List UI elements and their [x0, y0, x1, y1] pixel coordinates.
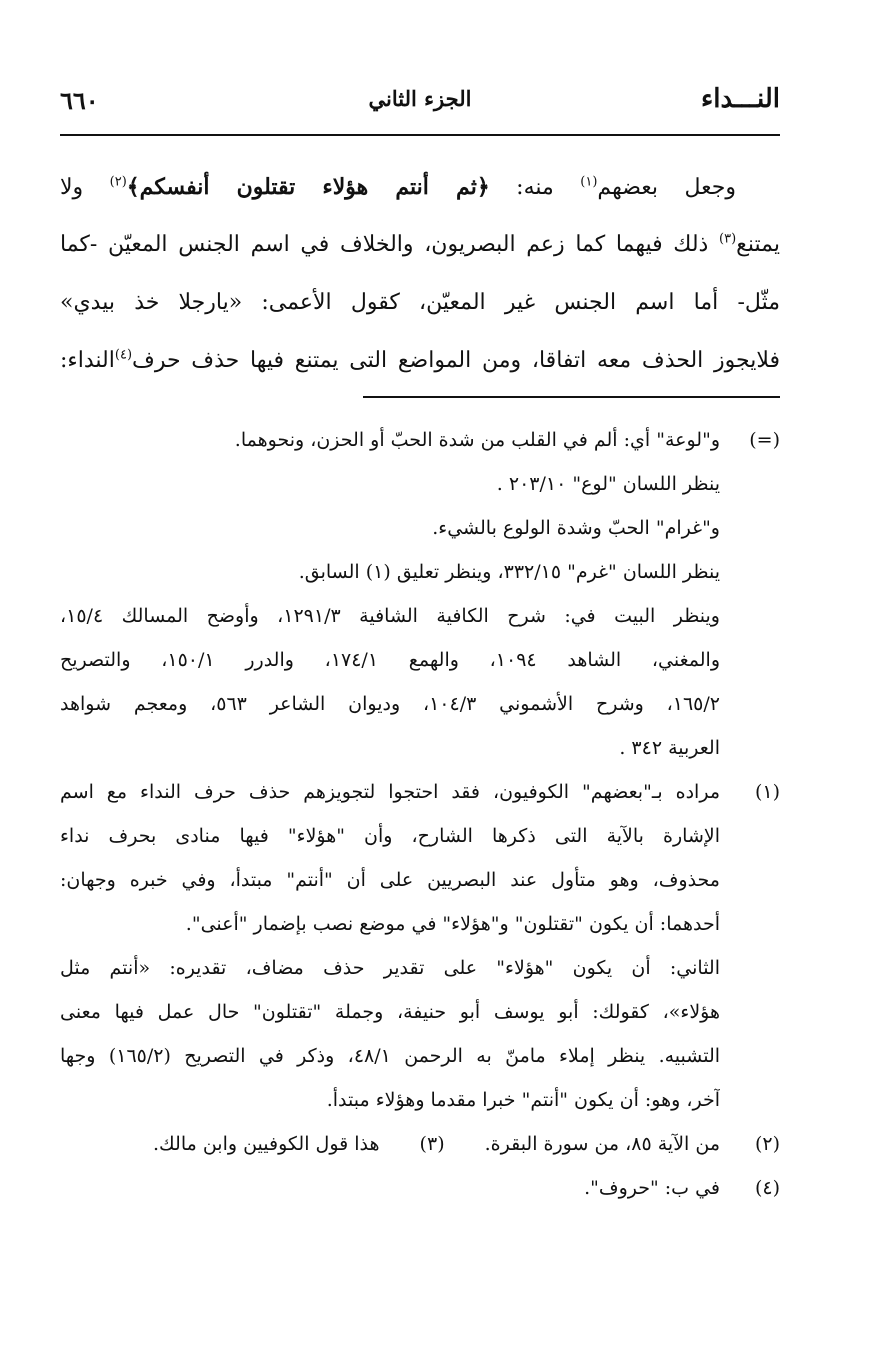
footnote-number: (٣)	[419, 1133, 445, 1155]
header-rule	[60, 134, 780, 136]
text-run: النداء:	[60, 348, 115, 373]
footnote-line: مراده بـ"بعضهم" الكوفيون، فقد احتجوا لتجويزهم حذف حرف النداء مع اسم	[60, 781, 720, 803]
text-run: فلايجوز الحذف معه اتفاقا، ومن المواضع التى يمتنع فيها حذف حرف	[132, 348, 780, 373]
text-run: ذلك فيهما كما زعم البصريون، والخلاف في اسم الجنس المعيّن -كما	[60, 232, 720, 257]
footnote-number: (١)	[754, 781, 780, 803]
footnote-line: ينظر اللسان "غرم" ٣٣٢/١٥، وينظر تعليق (١) السابق.	[298, 561, 720, 583]
footnote-line: أحدهما: أن يكون "تقتلون" و"هؤلاء" في موضع نصب بإضمار "أعنى".	[185, 913, 720, 935]
text-run: وجعل بعضهم	[597, 175, 736, 200]
main-text	[60, 158, 780, 390]
footnote-number: (٤)	[754, 1177, 780, 1199]
footnote-1	[60, 770, 780, 1122]
text-run: منه:	[489, 175, 581, 200]
footnote-line: وينظر البيت في: شرح الكافية الشافية ١٢٩١/٣، وأوضح المسالك ١٥/٤،	[60, 605, 720, 627]
footnote-line: و"غرام" الحبّ وشدة الولوع بالشيء.	[432, 517, 720, 539]
footnote-line: الإشارة بالآية التى ذكرها الشارح، وأن "هؤلاء" فيها منادى بحرف نداء	[60, 825, 720, 847]
footnote-4	[60, 1166, 780, 1210]
footnotes	[60, 418, 780, 1210]
footnote-line: و"لوعة" أي: ألم في القلب من شدة الحبّ أو الحزن، ونحوهما.	[234, 429, 720, 451]
footnote-line: محذوف، وهو متأول عند البصريين على أن "أنتم" مبتدأ، وفي خبره وجهان:	[60, 869, 720, 891]
page-number: ٦٦٠	[60, 86, 99, 115]
footnote-2-text: من الآية ٨٥، من سورة البقرة.	[484, 1133, 720, 1155]
footnote-ref[interactable]: (١)	[580, 174, 598, 190]
part-title: الجزء الثاني	[368, 86, 472, 111]
footnote-number: (=)	[749, 429, 780, 451]
footnote-line: هؤلاء»، كقولك: أبو يوسف أبو حنيفة، وجملة "تقتلون" حال عمل فيها معنى	[60, 1001, 720, 1023]
footnote-3-text: هذا قول الكوفيين وابن مالك.	[153, 1133, 380, 1155]
section-title: النـــداء	[701, 84, 780, 114]
text-run: ولا	[60, 175, 110, 200]
footnote-ref[interactable]: (٢)	[109, 174, 127, 190]
footnote-line: العربية ٣٤٢ .	[619, 737, 720, 759]
main-line	[60, 216, 780, 274]
footnote-ref[interactable]: (٣)	[719, 231, 737, 247]
footnote-line: ينظر اللسان "لوع" ٢٠٣/١٠ .	[496, 473, 720, 495]
page-header	[60, 84, 780, 124]
footnote-separator	[363, 396, 780, 398]
footnote-ref[interactable]: (٤)	[114, 347, 133, 363]
footnote-line: والمغني، الشاهد ١٠٩٤، والهمع ١٧٤/١، والدرر ١٥٠/١، والتصريح	[60, 649, 720, 671]
footnote-line: التشبيه. ينظر إملاء مامنّ به الرحمن ٤٨/١، وذكر في التصريح (١٦٥/٢) وجها	[60, 1045, 720, 1067]
footnote-line	[60, 1122, 720, 1166]
footnote-line: الثاني: أن يكون "هؤلاء" على تقدير حذف مضاف، تقديره: «أنتم مثل	[60, 957, 720, 979]
footnote-continuation	[60, 418, 780, 770]
text-run: يمتنع	[736, 232, 780, 257]
footnote-line: آخر، وهو: أن يكون "أنتم" خبرا مقدما وهؤلاء مبتدأ.	[326, 1089, 720, 1111]
main-line	[60, 158, 780, 216]
quran-verse: ﴿ثم أنتم هؤلاء تقتلون أنفسكم﴾	[126, 174, 490, 200]
footnote-line: ١٦٥/٢، وشرح الأشموني ١٠٤/٣، وديوان الشاعر ٥٦٣، ومعجم شواهد	[60, 693, 720, 715]
main-line	[60, 332, 780, 390]
footnote-2-3	[60, 1122, 780, 1166]
main-line: مثّل- أما اسم الجنس غير المعيّن، كقول الأعمى: «يارجلا خذ بيدي»	[60, 290, 780, 315]
footnote-line: في ب: "حروف".	[584, 1177, 720, 1199]
footnote-number: (٢)	[754, 1133, 780, 1155]
